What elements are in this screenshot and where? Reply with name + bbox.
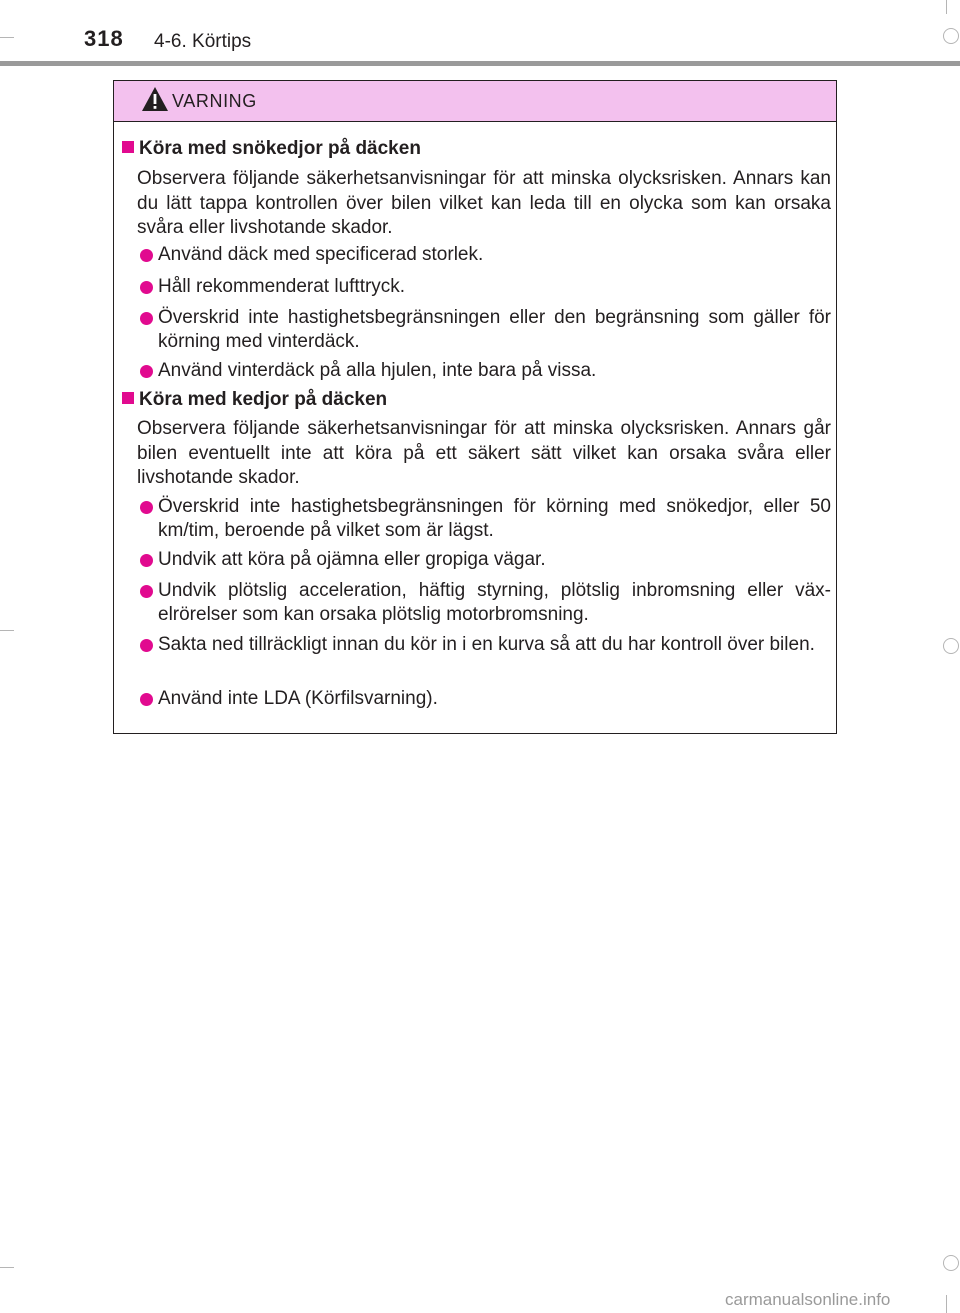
warning-title: VARNING xyxy=(172,91,257,111)
square-bullet-icon xyxy=(122,392,134,404)
list-item: Använd vinterdäck på alla hjulen, inte bara på vissa. xyxy=(137,359,831,383)
warning-box xyxy=(113,80,837,734)
registration-mark-icon xyxy=(943,1255,959,1271)
list-item: Undvik att köra på ojämna eller gropiga vägar. xyxy=(137,548,831,572)
bullet-dot-icon xyxy=(140,585,153,598)
section-paragraph: Observera följande säkerhetsanvisningar för att minska olycksrisken. Annars går bilen eventuellt inte att köra på ett säkert sätt vilket kan orsaka svåra eller livshotande skador. xyxy=(137,418,831,488)
section-heading: Köra med kedjor på däcken xyxy=(122,389,387,411)
square-bullet-icon xyxy=(122,141,134,153)
list-item: Överskrid inte hastighetsbegränsningen eller den begränsning som gäller för körning med vinterdäck. xyxy=(137,306,831,354)
page-number: 318 xyxy=(84,26,124,51)
section-heading: Köra med snökedjor på däcken xyxy=(122,138,421,160)
list-item: Överskrid inte hastighetsbegränsningen för körning med snökedjor, eller 50 km/tim, beroende på vilket som är lägst. xyxy=(137,495,831,543)
list-item: Undvik plötslig acceleration, häftig styrning, plötslig inbromsning eller väx-elrörelser som kan orsaka plötslig motorbromsning. xyxy=(137,579,831,627)
bullet-dot-icon xyxy=(140,249,153,262)
footer-watermark: carmanualsonline.info xyxy=(725,1290,891,1309)
crop-mark xyxy=(946,1295,947,1313)
header-rule xyxy=(0,61,960,66)
list-item: Använd däck med specificerad storlek. xyxy=(137,243,831,267)
list-item: Använd inte LDA (Körfilsvarning). xyxy=(137,687,831,711)
bullet-dot-icon xyxy=(140,365,153,378)
crop-mark xyxy=(0,1267,14,1268)
crop-mark xyxy=(0,37,14,38)
bullet-dot-icon xyxy=(140,693,153,706)
bullet-dot-icon xyxy=(140,281,153,294)
bullet-dot-icon xyxy=(140,501,153,514)
bullet-dot-icon xyxy=(140,554,153,567)
list-item: Håll rekommenderat lufttryck. xyxy=(137,275,831,299)
warning-header xyxy=(114,81,836,122)
list-item: Sakta ned tillräckligt innan du kör in i en kurva så att du har kontroll över bilen. xyxy=(137,633,831,657)
crop-mark xyxy=(0,630,14,631)
bullet-dot-icon xyxy=(140,312,153,325)
registration-mark-icon xyxy=(943,28,959,44)
section-paragraph: Observera följande säkerhetsanvisningar för att minska olycksrisken. Annars kan du lätt tappa kontrollen över bilen vilket kan leda till en olycka som kan orsaka svåra eller livshotande skador. xyxy=(137,168,831,238)
bullet-dot-icon xyxy=(140,639,153,652)
warning-triangle-icon xyxy=(141,86,169,112)
registration-mark-icon xyxy=(943,638,959,654)
page-header xyxy=(0,0,960,70)
section-title: 4-6. Körtips xyxy=(154,31,252,52)
crop-mark xyxy=(946,0,947,14)
